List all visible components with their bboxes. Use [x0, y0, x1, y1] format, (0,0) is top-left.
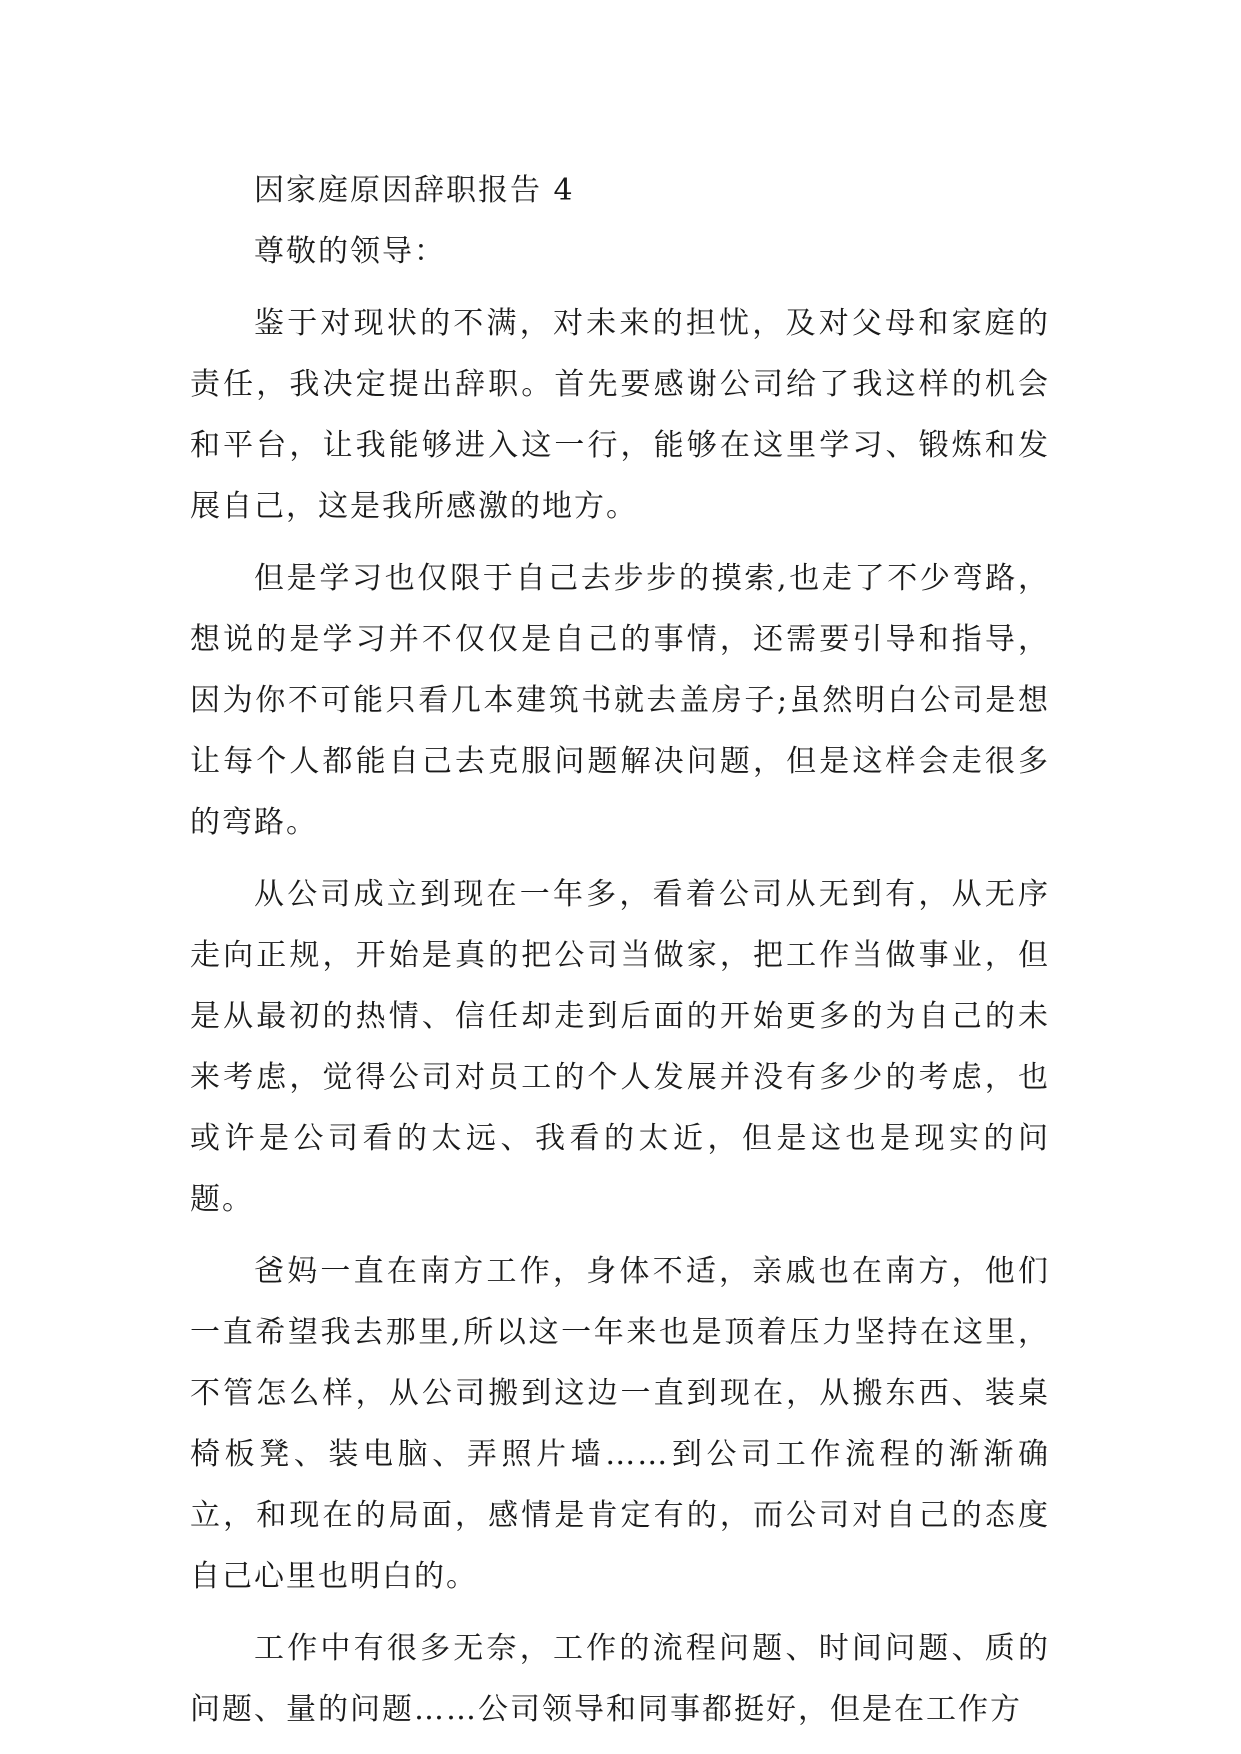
- paragraph: 从公司成立到现在一年多，看着公司从无到有，从无序走向正规，开始是真的把公司当做家，把工作当做事业，但是从最初的热情、信任却走到后面的开始更多的为自己的未来考虑，觉得公司对员工的个人发展并没有多少的考虑，也或许是公司看的太远、我看的太近，但是这也是现实的问题。: [190, 877, 1050, 1217]
- paragraph: 鉴于对现状的不满，对未来的担忧，及对父母和家庭的责任，我决定提出辞职。首先要感谢公司给了我这样的机会和平台，让我能够进入这一行，能够在这里学习、锻炼和发展自己，这是我所感激的地方。: [190, 306, 1050, 524]
- paragraph: 工作中有很多无奈，工作的流程问题、时间问题、质的问题、量的问题……公司领导和同事都挺好，但是在工作方: [190, 1631, 1050, 1727]
- salutation: 尊敬的领导：: [254, 234, 446, 269]
- paragraph: 但是学习也仅限于自己去步步的摸索,也走了不少弯路，想说的是学习并不仅仅是自己的事情，还需要引导和指导，因为你不可能只看几本建筑书就去盖房子;虽然明白公司是想让每个人都能自己去克服问题解决问题，但是这样会走很多的弯路。: [190, 561, 1050, 840]
- paragraph: 爸妈一直在南方工作，身体不适，亲戚也在南方，他们一直希望我去那里,所以这一年来也是顶着压力坚持在这里，不管怎么样，从公司搬到这边一直到现在，从搬东西、装桌椅板凳、装电脑、弄照片墙……到公司工作流程的渐渐确立，和现在的局面，感情是肯定有的，而公司对自己的态度自己心里也明白的。: [190, 1254, 1050, 1594]
- document-title: 因家庭原因辞职报告 4: [254, 173, 575, 208]
- document-body: [190, 160, 1050, 1740]
